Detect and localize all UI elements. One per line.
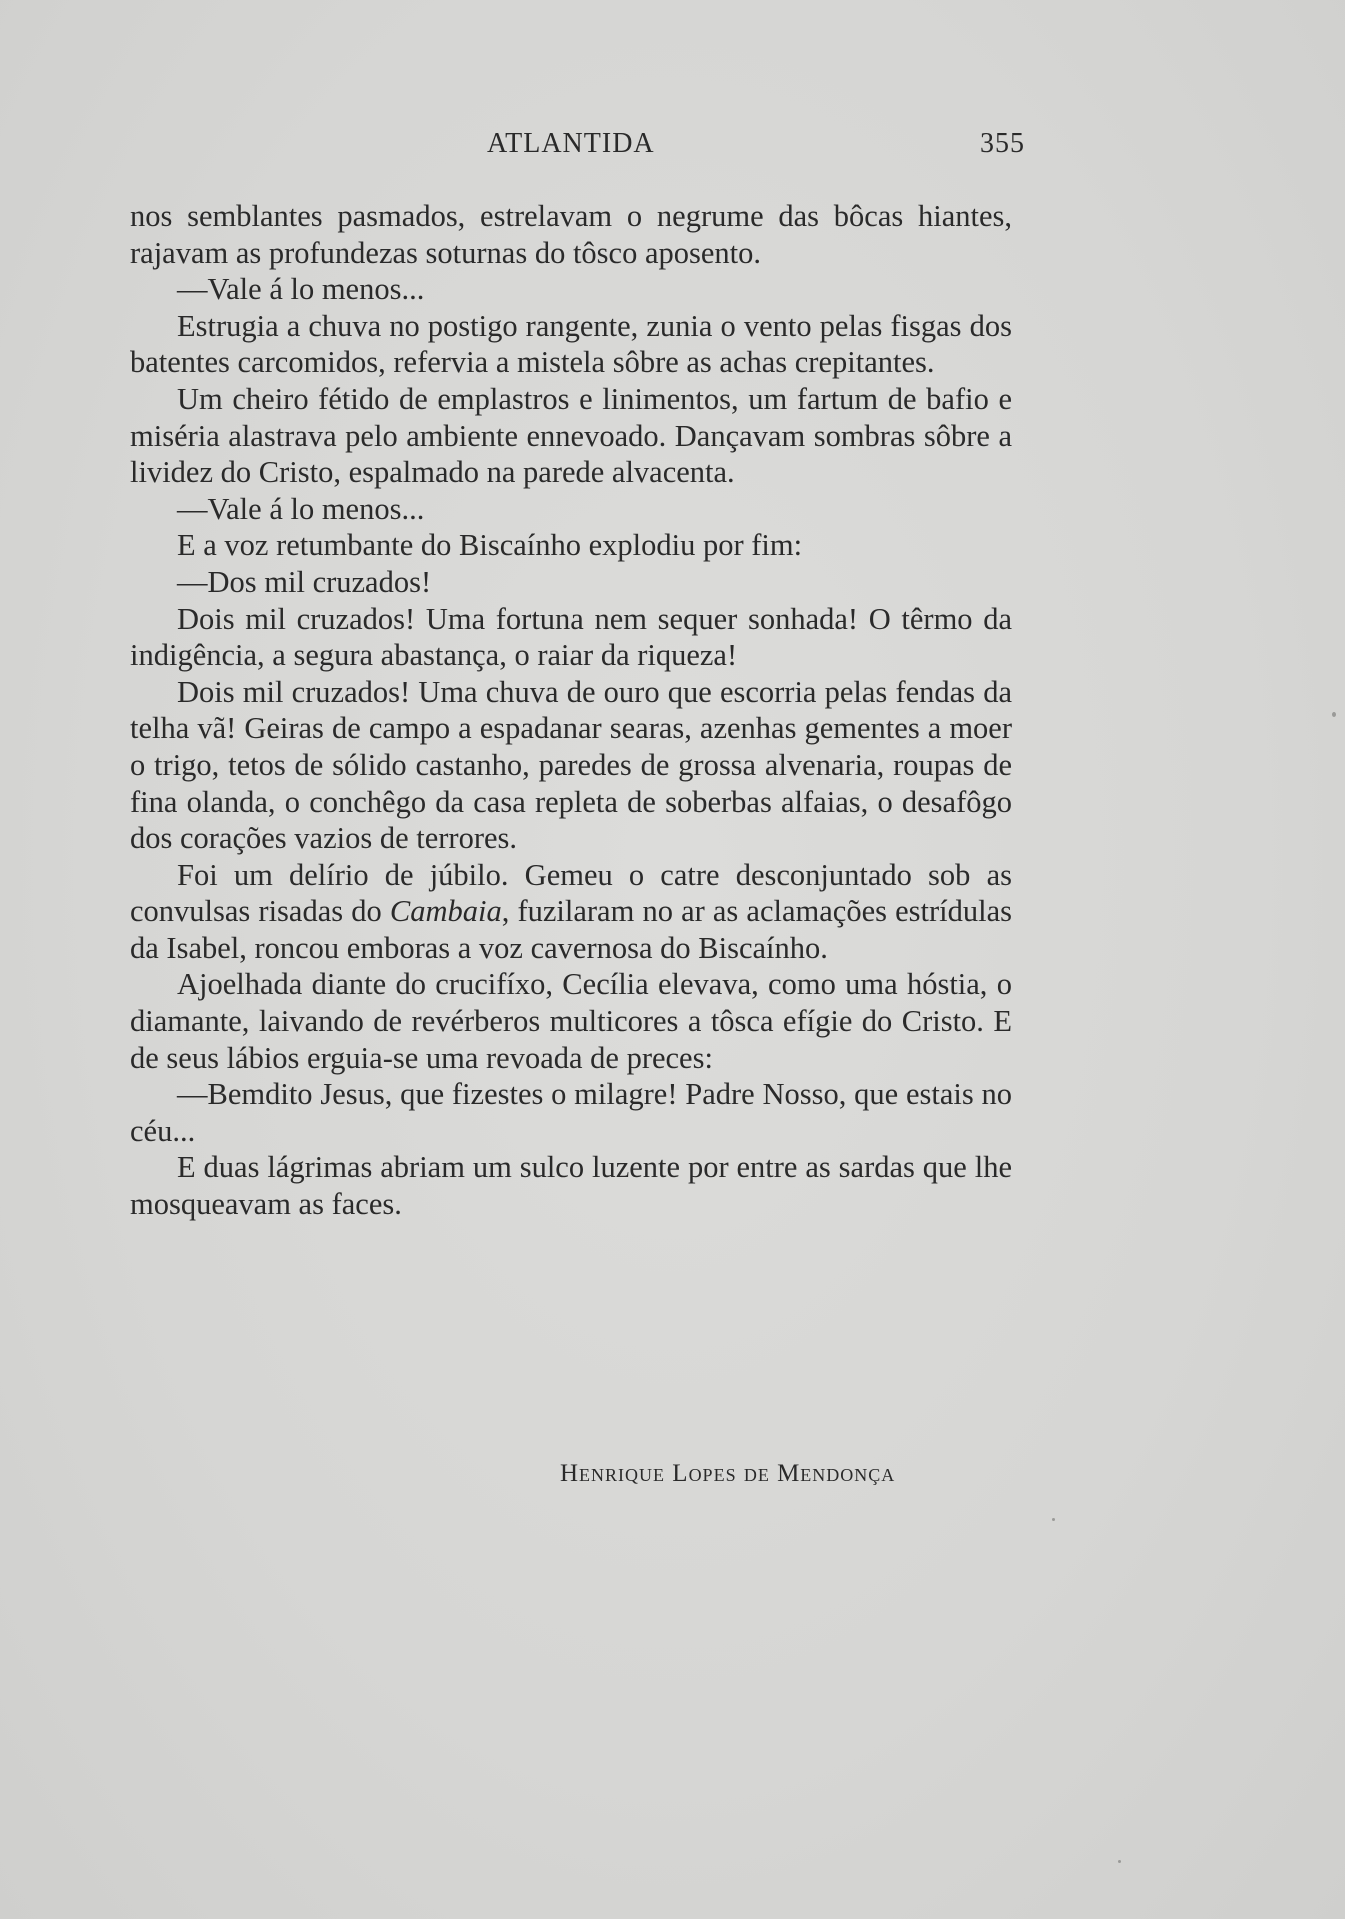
paragraph: E duas lágrimas abriam um sulco luzente por entre as sardas que lhe mosqueavam as faces. <box>130 1150 1012 1222</box>
body-text <box>130 198 1012 1223</box>
page-number: 355 <box>980 128 1025 159</box>
paragraph: —Vale á lo menos... <box>177 491 425 526</box>
paragraph: Estrugia a chuva no postigo rangente, zunia o vento pelas fisgas dos batentes carcomidos, refervia a mistela sôbre as achas crepitantes. <box>130 308 1012 380</box>
paragraph: E a voz retumbante do Biscaínho explodiu por fim: <box>177 528 803 563</box>
paragraph-text: Foi um delírio de júbilo. Gemeu o catre desconjuntado sob as convulsas risadas do <box>130 857 1012 929</box>
running-title: ATLANTIDA <box>487 128 655 159</box>
paragraph: nos semblantes pasmados, estrelavam o negrume das bôcas hiantes, rajavam as profundezas soturnas do tôsco aposento. <box>130 199 1012 270</box>
italic-name: Cambaia <box>389 894 502 929</box>
paragraph: —Dos mil cruzados! <box>177 564 432 599</box>
paragraph: Um cheiro fétido de emplastros e linimentos, um fartum de bafio e miséria alastrava pelo ambiente ennevoado. Dançavam sombras sôbre a lividez do Cristo, espalmado na parede alvacenta. <box>130 381 1012 490</box>
paragraph: —Vale á lo menos... <box>177 272 425 307</box>
paragraph: Dois mil cruzados! Uma chuva de ouro que escorria pelas fendas da telha vã! Geiras de campo a espadanar searas, azenhas gementes a moer o trigo, tetos de sólido castanho, paredes de grossa alvenaria, roupas de fina olanda, o conchêgo da casa repleta de soberbas alfaias, o desafôgo dos corações vazios de terrores. <box>130 674 1012 856</box>
author-signature: Henrique Lopes de Mendonça <box>560 1460 896 1487</box>
paragraph <box>130 857 1012 967</box>
paragraph: Ajoelhada diante do crucifíxo, Cecília elevava, como uma hóstia, o diamante, laivando de revérberos multicores a tôsca efígie do Cristo. E de seus lábios erguia-se uma revoada de preces: <box>130 967 1012 1075</box>
paper-speck <box>1118 1860 1121 1863</box>
paragraph-text: , fuzilaram no ar as aclamações estrídulas da Isabel, roncou emboras a voz cavernosa do Biscaínho. <box>130 894 1012 965</box>
running-head <box>130 128 1030 168</box>
paper-speck <box>1332 712 1336 717</box>
paper-speck <box>1052 1518 1055 1521</box>
paragraph: —Bemdito Jesus, que fizestes o milagre! Padre Nosso, que estais no céu... <box>130 1077 1012 1148</box>
paragraph: Dois mil cruzados! Uma fortuna nem sequer sonhada! O têrmo da indigência, a segura abastança, o raiar da riqueza! <box>130 601 1012 673</box>
